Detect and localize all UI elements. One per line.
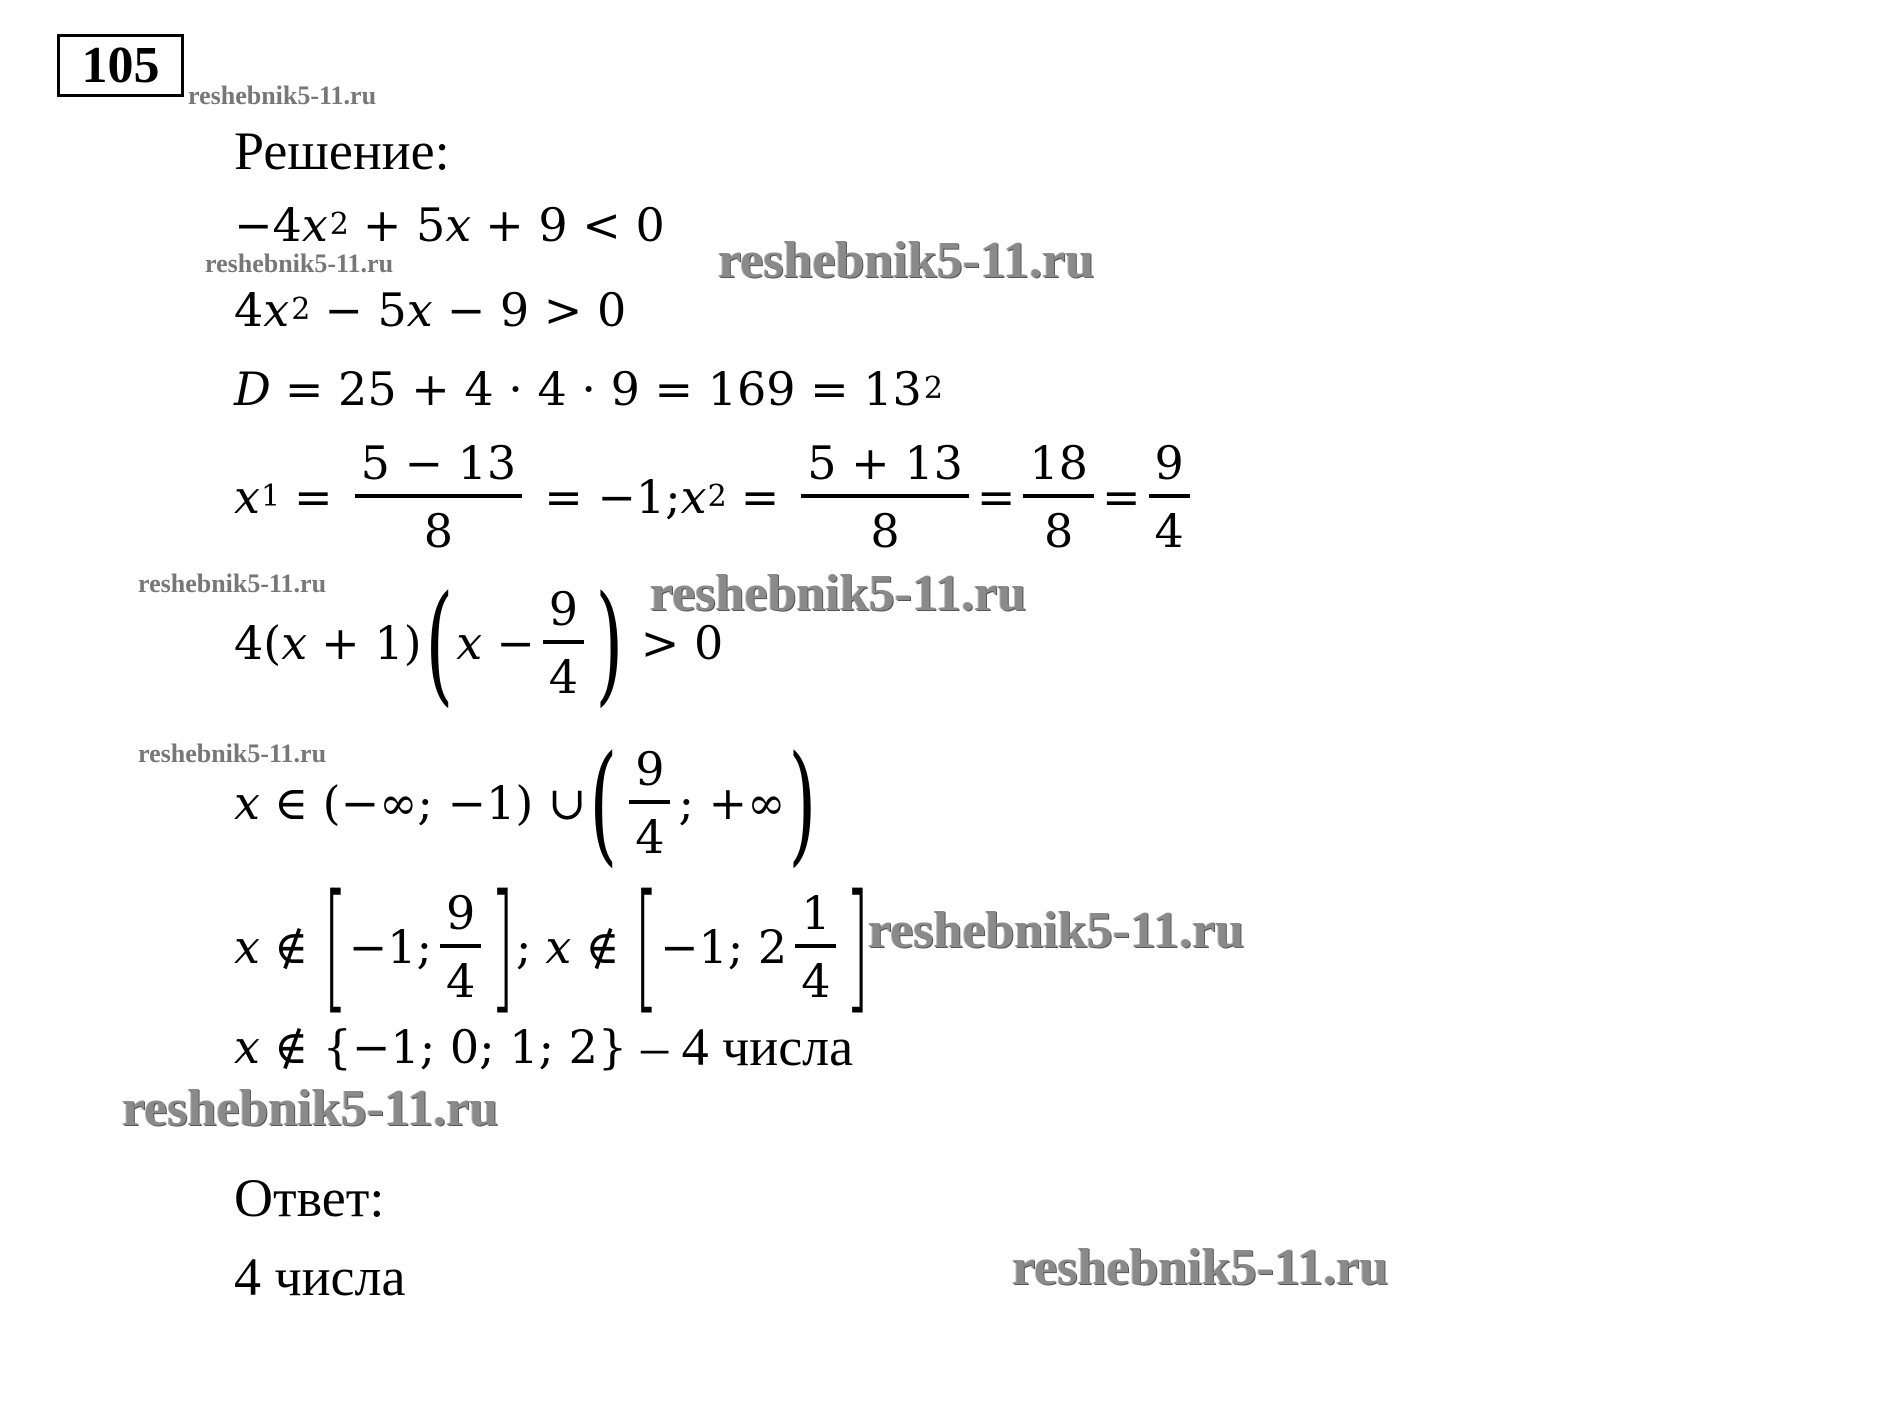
excluded-interval: x ∉ [ −1; $\frac{9}{4}$ ] ; x ∉ [ −1; 2 $\frac{1}{4}$ ]: [234, 865, 871, 1028]
factored-inequality: 4( x + 1) ( x − $\frac{9}{4}$ ) > 0: [234, 567, 724, 719]
fraction-excluded-2: $\frac{1}{4}$: [795, 890, 836, 1004]
watermark: reshebnik5-11.ru: [718, 232, 1095, 289]
watermark: reshebnik5-11.ru: [1012, 1239, 1389, 1296]
watermark: reshebnik5-11.ru: [205, 249, 394, 278]
fraction-x1: $\frac{5 - 13}{8}$: [355, 440, 523, 554]
inequality-original: −4 x 2 + 5 x + 9 < 0: [234, 198, 665, 252]
solution-set: x ∈ (−∞; −1) ∪ ( $\frac{9}{4}$ ; +∞ ): [234, 727, 817, 879]
answer-label: Ответ:: [234, 1168, 385, 1228]
inequality-normalized: 4 x 2 − 5 x − 9 > 0: [234, 283, 627, 337]
roots-line: x 1 = $\frac{5 - 13}{8}$ = −1; x 2 = $\frac{5 + 13}{8}$ = $\frac{18}{8}$ = $\frac{9}{4}$: [234, 440, 1198, 554]
watermark: reshebnik5-11.ru: [138, 569, 327, 598]
fraction-x2-simplified: $\frac{18}{8}$: [1023, 440, 1094, 554]
watermark: reshebnik5-11.ru: [868, 902, 1245, 959]
excluded-integers: x ∉ {−1; 0; 1; 2} – 4 числа: [234, 1017, 854, 1077]
fraction-factor: $\frac{9}{4}$: [543, 586, 584, 700]
problem-number: 105: [57, 34, 184, 97]
solution-label: Решение:: [234, 121, 450, 181]
fraction-x2-reduced: $\frac{9}{4}$: [1149, 440, 1190, 554]
fraction-solution: $\frac{9}{4}$: [629, 746, 670, 860]
watermark: reshebnik5-11.ru: [650, 565, 1027, 622]
watermark: reshebnik5-11.ru: [188, 81, 377, 110]
discriminant-line: D = 25 + 4 · 4 · 9 = 169 = 13 2: [234, 362, 943, 416]
fraction-excluded-1: $\frac{9}{4}$: [440, 890, 481, 1004]
watermark: reshebnik5-11.ru: [138, 739, 327, 768]
fraction-x2: $\frac{5 + 13}{8}$: [801, 440, 969, 554]
watermark: reshebnik5-11.ru: [122, 1080, 499, 1137]
answer-value: 4 числа: [234, 1247, 406, 1307]
